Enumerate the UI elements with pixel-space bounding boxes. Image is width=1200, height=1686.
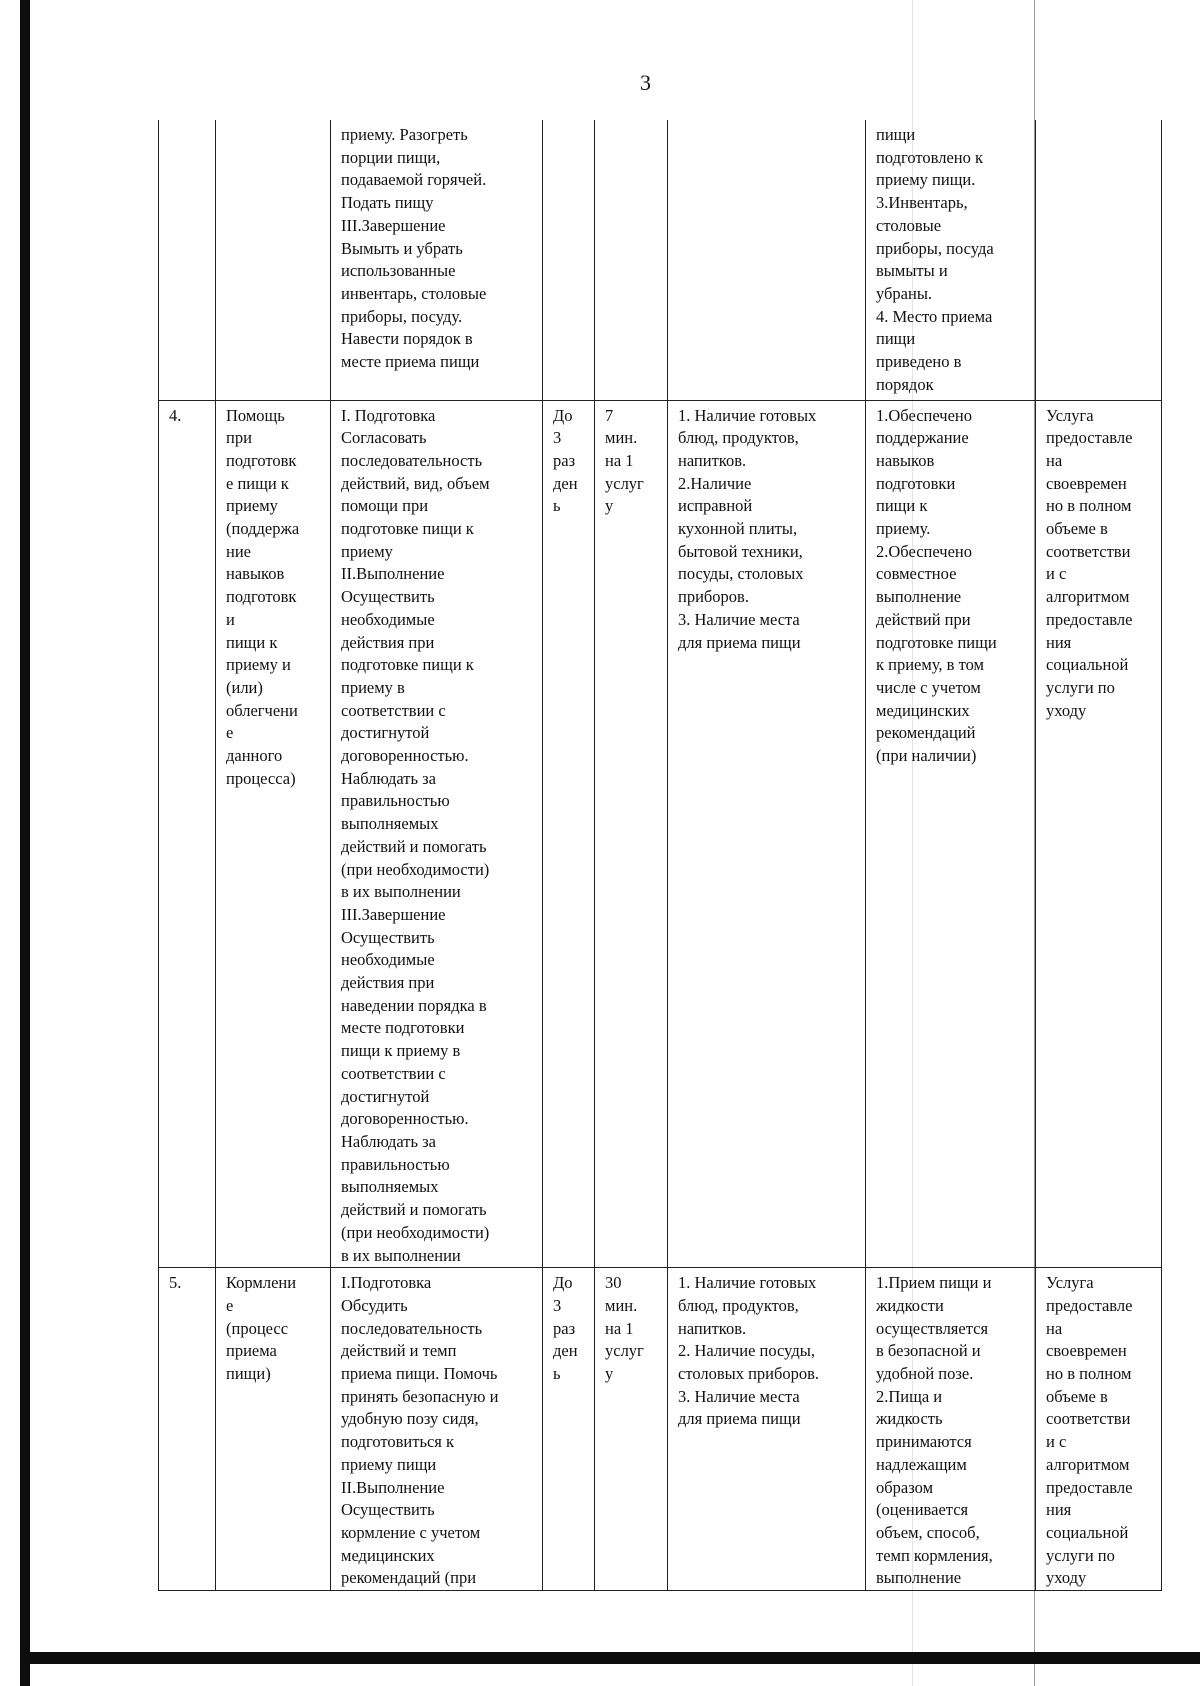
cell-evaluation: Услуга предоставле на своевремен но в полном объеме в соответстви и с алгоритмом предоставле ния социальной услуги по уходу (1036, 1268, 1162, 1591)
cell-service-content: I.Подготовка Обсудить последовательность действий и темп приема пищи. Помочь принять безопасную и удобную позу сидя, подготовиться к приему пищи II.Выполнение Осуществить кормление с учетом медицинских рекомендаций (при (331, 1268, 543, 1591)
cell-duration (595, 120, 668, 400)
cell-number: 4. (159, 400, 216, 1268)
cell-conditions: 1. Наличие готовых блюд, продуктов, напитков. 2.Наличие исправной кухонной плиты, бытовой техники, посуды, столовых приборов. 3. Наличие места для приема пищи (668, 400, 866, 1268)
scan-bottom-edge (20, 1652, 1200, 1664)
table-row (159, 120, 1162, 400)
cell-duration: 30 мин. на 1 услуг у (595, 1268, 668, 1591)
cell-quality-indicators: 1.Обеспечено поддержание навыков подготовки пищи к приему. 2.Обеспечено совместное выполнение действий при подготовке пищи к приему, в том числе с учетом медицинских рекомендаций (при наличии) (866, 400, 1036, 1268)
cell-conditions (668, 120, 866, 400)
cell-service-name (216, 120, 331, 400)
cell-service-content: I. Подготовка Согласовать последовательность действий, вид, объем помощи при подготовке пищи к приему II.Выполнение Осуществить необходимые действия при подготовке пищи к приему в соответствии с достигнутой договоренностью. Наблюдать за правильностью выполняемых действий и помогать (при необходимости) в их выполнении III.Завершение Осуществить необходимые действия при наведении порядка в месте подготовки пищи к приему в соответствии с достигнутой договоренностью. Наблюдать за правильностью выполняемых действий и помогать (при необходимости) в их выполнении (331, 400, 543, 1268)
services-table (158, 120, 1162, 1591)
cell-number: 5. (159, 1268, 216, 1591)
scan-left-edge (20, 0, 30, 1686)
table-row (159, 1268, 1162, 1591)
cell-frequency (543, 120, 595, 400)
cell-duration: 7 мин. на 1 услуг у (595, 400, 668, 1268)
table-row (159, 400, 1162, 1268)
page-number: 3 (640, 70, 651, 95)
cell-service-content: приему. Разогреть порции пищи, подаваемой горячей. Подать пищу III.Завершение Вымыть и убрать использованные инвентарь, столовые приборы, посуду. Навести порядок в месте приема пищи (331, 120, 543, 400)
cell-conditions: 1. Наличие готовых блюд, продуктов, напитков. 2. Наличие посуды, столовых приборов. 3. Наличие места для приема пищи (668, 1268, 866, 1591)
cell-service-name: Кормлени е (процесс приема пищи) (216, 1268, 331, 1591)
cell-frequency: До 3 раз ден ь (543, 400, 595, 1268)
cell-evaluation (1036, 120, 1162, 400)
cell-evaluation: Услуга предоставле на своевремен но в полном объеме в соответстви и с алгоритмом предоставле ния социальной услуги по уходу (1036, 400, 1162, 1268)
cell-service-name: Помощь при подготовк е пищи к приему (поддержа ние навыков подготовк и пищи к приему и (или) облегчени е данного процесса) (216, 400, 331, 1268)
cell-number (159, 120, 216, 400)
cell-quality-indicators: 1.Прием пищи и жидкости осуществляется в безопасной и удобной позе. 2.Пища и жидкость принимаются надлежащим образом (оценивается объем, способ, темп кормления, выполнение (866, 1268, 1036, 1591)
cell-quality-indicators: пищи подготовлено к приему пищи. 3.Инвентарь, столовые приборы, посуда вымыты и убраны. 4. Место приема пищи приведено в порядок (866, 120, 1036, 400)
cell-frequency: До 3 раз ден ь (543, 1268, 595, 1591)
